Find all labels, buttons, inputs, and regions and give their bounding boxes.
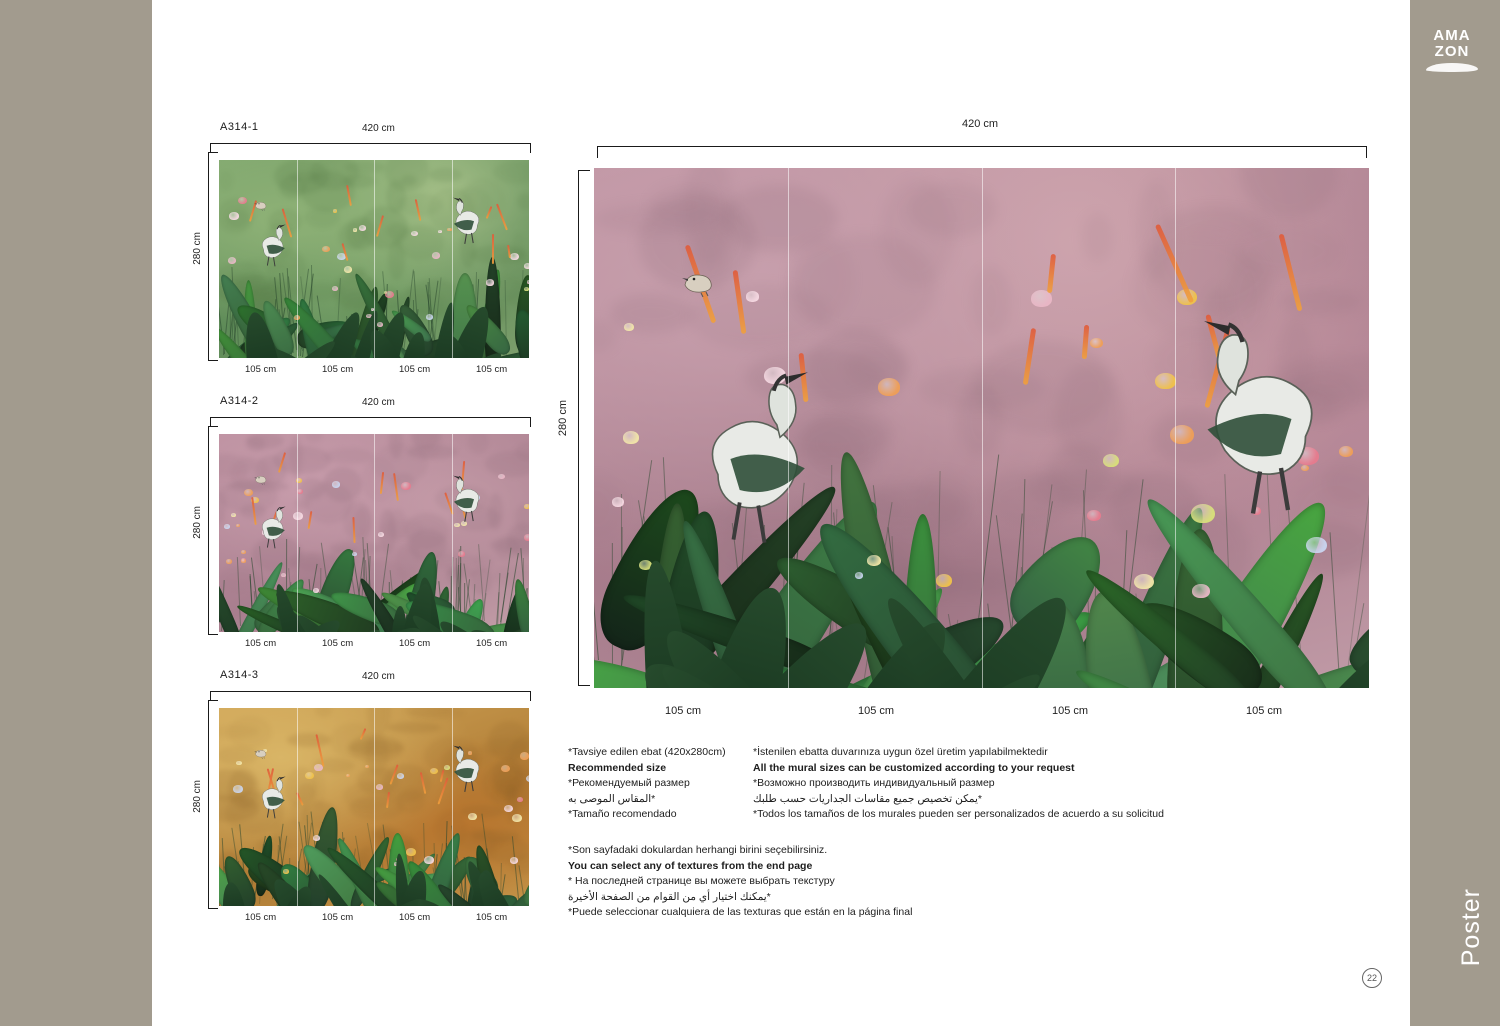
flower bbox=[430, 768, 438, 774]
flower bbox=[226, 559, 232, 564]
texture-blob bbox=[485, 451, 529, 477]
dim-label-width-2: 420 cm bbox=[362, 397, 395, 408]
flower bbox=[501, 765, 510, 772]
flower bbox=[746, 291, 760, 302]
dim-line-top-hero bbox=[597, 146, 1367, 147]
flower bbox=[322, 246, 330, 252]
note-line: *Puede seleccionar cualquiera de las texturas que están en la página final bbox=[568, 906, 913, 918]
hero-panel-width-label: 105 cm bbox=[1246, 705, 1283, 717]
note-line: *Tamaño recomendado bbox=[568, 808, 677, 820]
dim-line-left-2 bbox=[208, 426, 209, 634]
texture-blob bbox=[396, 789, 426, 813]
flower bbox=[241, 550, 246, 554]
note-line: *Todos los tamaños de los murales pueden ser personalizados de acuerdo a su solicitud bbox=[753, 808, 1164, 820]
texture-blob bbox=[495, 537, 518, 560]
panel-seam bbox=[374, 160, 375, 358]
dim-label-height-hero: 280 cm bbox=[557, 400, 569, 437]
panel-width-label: 105 cm bbox=[245, 638, 277, 649]
flower bbox=[346, 774, 350, 777]
flower bbox=[512, 814, 522, 822]
note-line-bold: You can select any of textures from the end page bbox=[568, 859, 813, 872]
flower bbox=[332, 481, 340, 487]
texture-blob bbox=[517, 193, 529, 209]
flower bbox=[377, 322, 383, 327]
note-line: *İstenilen ebatta duvarınıza uygun özel üretim yapılabilmektedir bbox=[753, 746, 1048, 758]
flower bbox=[524, 534, 529, 541]
flower bbox=[623, 431, 639, 444]
flower bbox=[527, 280, 530, 284]
notes-block-1-left bbox=[568, 745, 748, 823]
panel-width-label: 105 cm bbox=[322, 638, 354, 649]
texture-blob bbox=[387, 722, 441, 733]
flower bbox=[524, 263, 529, 269]
panel-seam bbox=[374, 708, 375, 906]
flower bbox=[229, 212, 238, 220]
brand-logo bbox=[1412, 28, 1492, 72]
note-line: * На последней странице вы можете выбрать текстуру bbox=[568, 875, 835, 887]
panel-seam bbox=[982, 168, 983, 688]
flower bbox=[397, 773, 405, 779]
note-line: *Рекомендуемый размер bbox=[568, 777, 690, 789]
brand-swoosh-icon bbox=[1426, 63, 1478, 72]
flower bbox=[406, 848, 416, 856]
flower bbox=[1134, 574, 1153, 590]
mural-hero-a314-2[interactable] bbox=[594, 168, 1369, 688]
texture-blob bbox=[299, 478, 326, 499]
texture-blob bbox=[219, 725, 259, 738]
crane-bird bbox=[256, 223, 290, 269]
flower bbox=[297, 489, 303, 494]
variant-code-3: A314-3 bbox=[220, 669, 259, 681]
dim-line-left-1 bbox=[208, 152, 209, 360]
dim-label-width-hero: 420 cm bbox=[962, 118, 999, 130]
crane-bird bbox=[256, 505, 290, 551]
panel-width-label: 105 cm bbox=[245, 912, 277, 923]
note-line: *Son sayfadaki dokulardan herhangi birini seçebilirsiniz. bbox=[568, 844, 828, 856]
notes-block-2 bbox=[568, 843, 1268, 921]
dim-label-width-1: 420 cm bbox=[362, 123, 395, 134]
notes-block-1-right bbox=[753, 745, 1223, 823]
songbird bbox=[253, 198, 269, 210]
brand-line-1: AMA bbox=[1433, 27, 1471, 44]
flower bbox=[524, 287, 529, 291]
flower bbox=[365, 765, 369, 768]
flower bbox=[401, 482, 411, 490]
panel-seam bbox=[452, 708, 453, 906]
panel-width-label: 105 cm bbox=[476, 638, 508, 649]
note-line: *يمكنك اختيار أي من القوام من الصفحة الأخيرة bbox=[568, 890, 771, 903]
flower bbox=[1155, 373, 1175, 389]
flower bbox=[486, 279, 494, 285]
flower bbox=[1087, 510, 1101, 521]
dim-tick bbox=[208, 908, 218, 909]
flower bbox=[504, 805, 513, 812]
flower bbox=[241, 559, 246, 563]
dim-tick bbox=[530, 143, 531, 153]
texture-blob bbox=[323, 467, 362, 501]
panel-width-label: 105 cm bbox=[399, 912, 431, 923]
texture-blob bbox=[345, 161, 385, 173]
flower bbox=[236, 524, 240, 527]
texture-blob bbox=[219, 566, 262, 591]
dim-tick bbox=[1366, 146, 1367, 158]
flower bbox=[244, 489, 253, 496]
texture-blob bbox=[515, 505, 529, 533]
flower bbox=[936, 574, 952, 587]
note-line: *المقاس الموصى به bbox=[568, 792, 656, 805]
texture-blob bbox=[845, 346, 910, 387]
songbird bbox=[253, 746, 269, 758]
flower bbox=[231, 513, 236, 517]
flower bbox=[510, 857, 518, 864]
note-line-bold: Recommended size bbox=[568, 761, 667, 774]
dim-tick bbox=[530, 691, 531, 701]
panel-width-label: 105 cm bbox=[322, 912, 354, 923]
flower bbox=[867, 555, 881, 566]
dim-label-width-3: 420 cm bbox=[362, 671, 395, 682]
flower bbox=[376, 784, 383, 790]
hero-panel-width-label: 105 cm bbox=[858, 705, 895, 717]
dim-label-height-1: 280 cm bbox=[192, 232, 203, 265]
dim-line-top-2 bbox=[210, 417, 530, 418]
hero-panel-width-label: 105 cm bbox=[665, 705, 702, 717]
texture-blob bbox=[429, 168, 462, 182]
note-line: *Tavsiye edilen ebat (420x280cm) bbox=[568, 746, 726, 758]
crane-bird bbox=[1183, 314, 1341, 524]
dim-line-left-hero bbox=[578, 170, 579, 685]
variant-code-1: A314-1 bbox=[220, 121, 259, 133]
panel-width-label: 105 cm bbox=[399, 638, 431, 649]
note-line-bold: All the mural sizes can be customized according to your request bbox=[753, 761, 1075, 774]
crane-bird bbox=[687, 366, 827, 552]
flower bbox=[526, 775, 529, 783]
flower bbox=[228, 257, 236, 264]
texture-blob bbox=[648, 184, 718, 226]
brand-line-2: ZON bbox=[1434, 43, 1470, 60]
dim-tick bbox=[208, 634, 218, 635]
note-line: *يمكن تخصيص جميع مقاسات الجداريات حسب طلبك bbox=[753, 792, 982, 805]
flower bbox=[524, 504, 529, 509]
dim-line-top-1 bbox=[210, 143, 530, 144]
note-line: *Возможно производить индивидуальный размер bbox=[753, 777, 995, 789]
flower bbox=[283, 869, 289, 873]
mural-thumbnail-a314-2[interactable] bbox=[219, 434, 529, 632]
flower bbox=[468, 813, 477, 820]
panel-seam bbox=[452, 160, 453, 358]
texture-blob bbox=[362, 457, 396, 501]
flower bbox=[878, 378, 900, 396]
flower bbox=[624, 323, 634, 331]
flower bbox=[1306, 537, 1326, 553]
mural-thumbnail-a314-1[interactable] bbox=[219, 160, 529, 358]
section-label: Poster bbox=[1457, 887, 1485, 966]
right-side-bar bbox=[1410, 0, 1500, 1026]
flower bbox=[426, 314, 433, 320]
panel-seam bbox=[1175, 168, 1176, 688]
variant-code-2: A314-2 bbox=[220, 395, 259, 407]
crane-bird bbox=[256, 775, 290, 821]
crane-bird bbox=[448, 196, 486, 246]
panel-seam bbox=[297, 160, 298, 358]
dim-tick bbox=[208, 426, 218, 427]
texture-blob bbox=[246, 436, 265, 452]
crane-bird bbox=[448, 744, 486, 794]
texture-blob bbox=[219, 171, 233, 191]
dim-tick bbox=[578, 170, 590, 171]
dim-tick bbox=[208, 360, 218, 361]
flower bbox=[520, 752, 529, 759]
dim-label-height-2: 280 cm bbox=[192, 506, 203, 539]
dim-tick bbox=[530, 417, 531, 427]
texture-blob bbox=[343, 501, 372, 540]
flower bbox=[281, 573, 286, 577]
panel-width-label: 105 cm bbox=[476, 364, 508, 375]
left-margin-bar bbox=[0, 0, 152, 1026]
panel-width-label: 105 cm bbox=[399, 364, 431, 375]
mural-thumbnail-a314-3[interactable] bbox=[219, 708, 529, 906]
flower bbox=[1192, 584, 1209, 598]
flower bbox=[344, 266, 352, 272]
flower bbox=[432, 252, 441, 259]
flower bbox=[305, 772, 314, 779]
flower bbox=[612, 497, 624, 507]
panel-width-label: 105 cm bbox=[245, 364, 277, 375]
flower bbox=[332, 286, 338, 291]
texture-blob bbox=[907, 183, 997, 238]
texture-blob bbox=[324, 448, 374, 464]
flower bbox=[233, 785, 243, 793]
texture-blob bbox=[1081, 213, 1113, 263]
panel-seam bbox=[297, 434, 298, 632]
hero-panel-width-label: 105 cm bbox=[1052, 705, 1089, 717]
dim-tick bbox=[597, 146, 598, 158]
dim-line-top-3 bbox=[210, 691, 530, 692]
flower bbox=[1103, 454, 1119, 467]
dim-tick bbox=[578, 685, 590, 686]
flower bbox=[378, 532, 384, 537]
panel-width-label: 105 cm bbox=[476, 912, 508, 923]
panel-seam bbox=[297, 708, 298, 906]
flower bbox=[424, 856, 434, 864]
crane-bird bbox=[448, 474, 486, 524]
flower bbox=[458, 551, 466, 557]
flower bbox=[438, 230, 442, 233]
flower bbox=[238, 197, 247, 204]
panel-width-label: 105 cm bbox=[322, 364, 354, 375]
panel-seam bbox=[452, 434, 453, 632]
flower bbox=[517, 797, 523, 802]
flower bbox=[333, 209, 337, 212]
panel-seam bbox=[788, 168, 789, 688]
flower bbox=[855, 572, 863, 578]
texture-blob bbox=[971, 266, 1010, 336]
page-number: 22 bbox=[1362, 968, 1382, 988]
texture-blob bbox=[720, 185, 838, 252]
dim-label-height-3: 280 cm bbox=[192, 780, 203, 813]
songbird bbox=[679, 267, 719, 297]
dim-line-left-3 bbox=[208, 700, 209, 908]
dim-tick bbox=[208, 700, 218, 701]
panel-seam bbox=[374, 434, 375, 632]
dim-tick bbox=[208, 152, 218, 153]
songbird bbox=[253, 472, 269, 484]
